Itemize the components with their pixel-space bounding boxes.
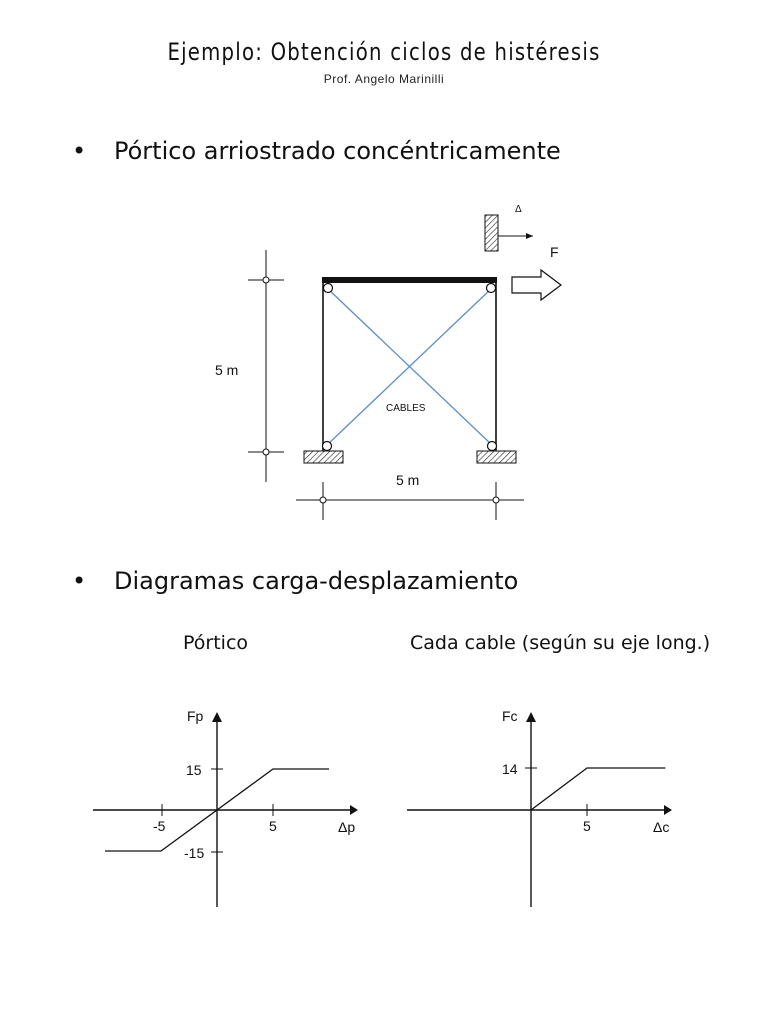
height-dimension (215, 250, 284, 482)
x-tick-label-pos: 5 (269, 818, 277, 834)
support-left (304, 451, 343, 463)
y-tick-label-pos: 15 (186, 762, 202, 778)
hinge-bottom-right (488, 442, 497, 451)
width-dimension (296, 472, 524, 520)
caption-cable: Cada cable (según su eje long.) (410, 632, 711, 654)
bullet-text: Diagramas carga-desplazamiento (114, 567, 519, 595)
caption-portico: Pórtico (183, 632, 249, 654)
cables-label: CABLES (386, 403, 426, 414)
actuator-block (485, 215, 498, 251)
x-tick-label-neg: -5 (153, 818, 166, 834)
y-axis-arrow-icon (212, 712, 222, 722)
bullet-marker: • (72, 137, 87, 165)
width-label: 5 m (396, 472, 420, 488)
x-tick-label-pos: 5 (583, 818, 591, 834)
force-arrow-icon (512, 270, 561, 300)
plot-portico (93, 708, 358, 907)
bullet-marker: • (72, 567, 87, 595)
hinge-bottom-left (323, 442, 332, 451)
displacement-actuator (485, 204, 533, 251)
y-tick-label-pos: 14 (502, 761, 518, 777)
plot-cable (407, 708, 672, 907)
curve-cable (531, 768, 665, 810)
bullet-text: Pórtico arriostrado concéntricamente (114, 137, 561, 165)
height-label: 5 m (215, 362, 239, 378)
y-axis-label: Fp (187, 708, 204, 724)
y-tick-label-neg: -15 (184, 845, 205, 861)
x-axis-arrow-icon (350, 805, 358, 815)
braced-frame-diagram (215, 204, 561, 520)
displacement-label: Δ (515, 204, 522, 215)
force-arrow (512, 244, 561, 300)
support-right (477, 451, 516, 463)
force-label: F (550, 244, 559, 260)
author-subtitle: Prof. Angelo Marinilli (323, 72, 445, 86)
y-axis-arrow-icon (526, 712, 536, 722)
x-axis-label: Δc (653, 819, 670, 835)
hinge-top-right (487, 284, 496, 293)
y-axis-label: Fc (502, 708, 518, 724)
hinge-top-left (324, 284, 333, 293)
page-title: Ejemplo: Obtención ciclos de histéresis (167, 38, 601, 66)
x-axis-arrow-icon (664, 805, 672, 815)
top-beam (322, 277, 497, 283)
x-axis-label: Δp (338, 819, 356, 835)
